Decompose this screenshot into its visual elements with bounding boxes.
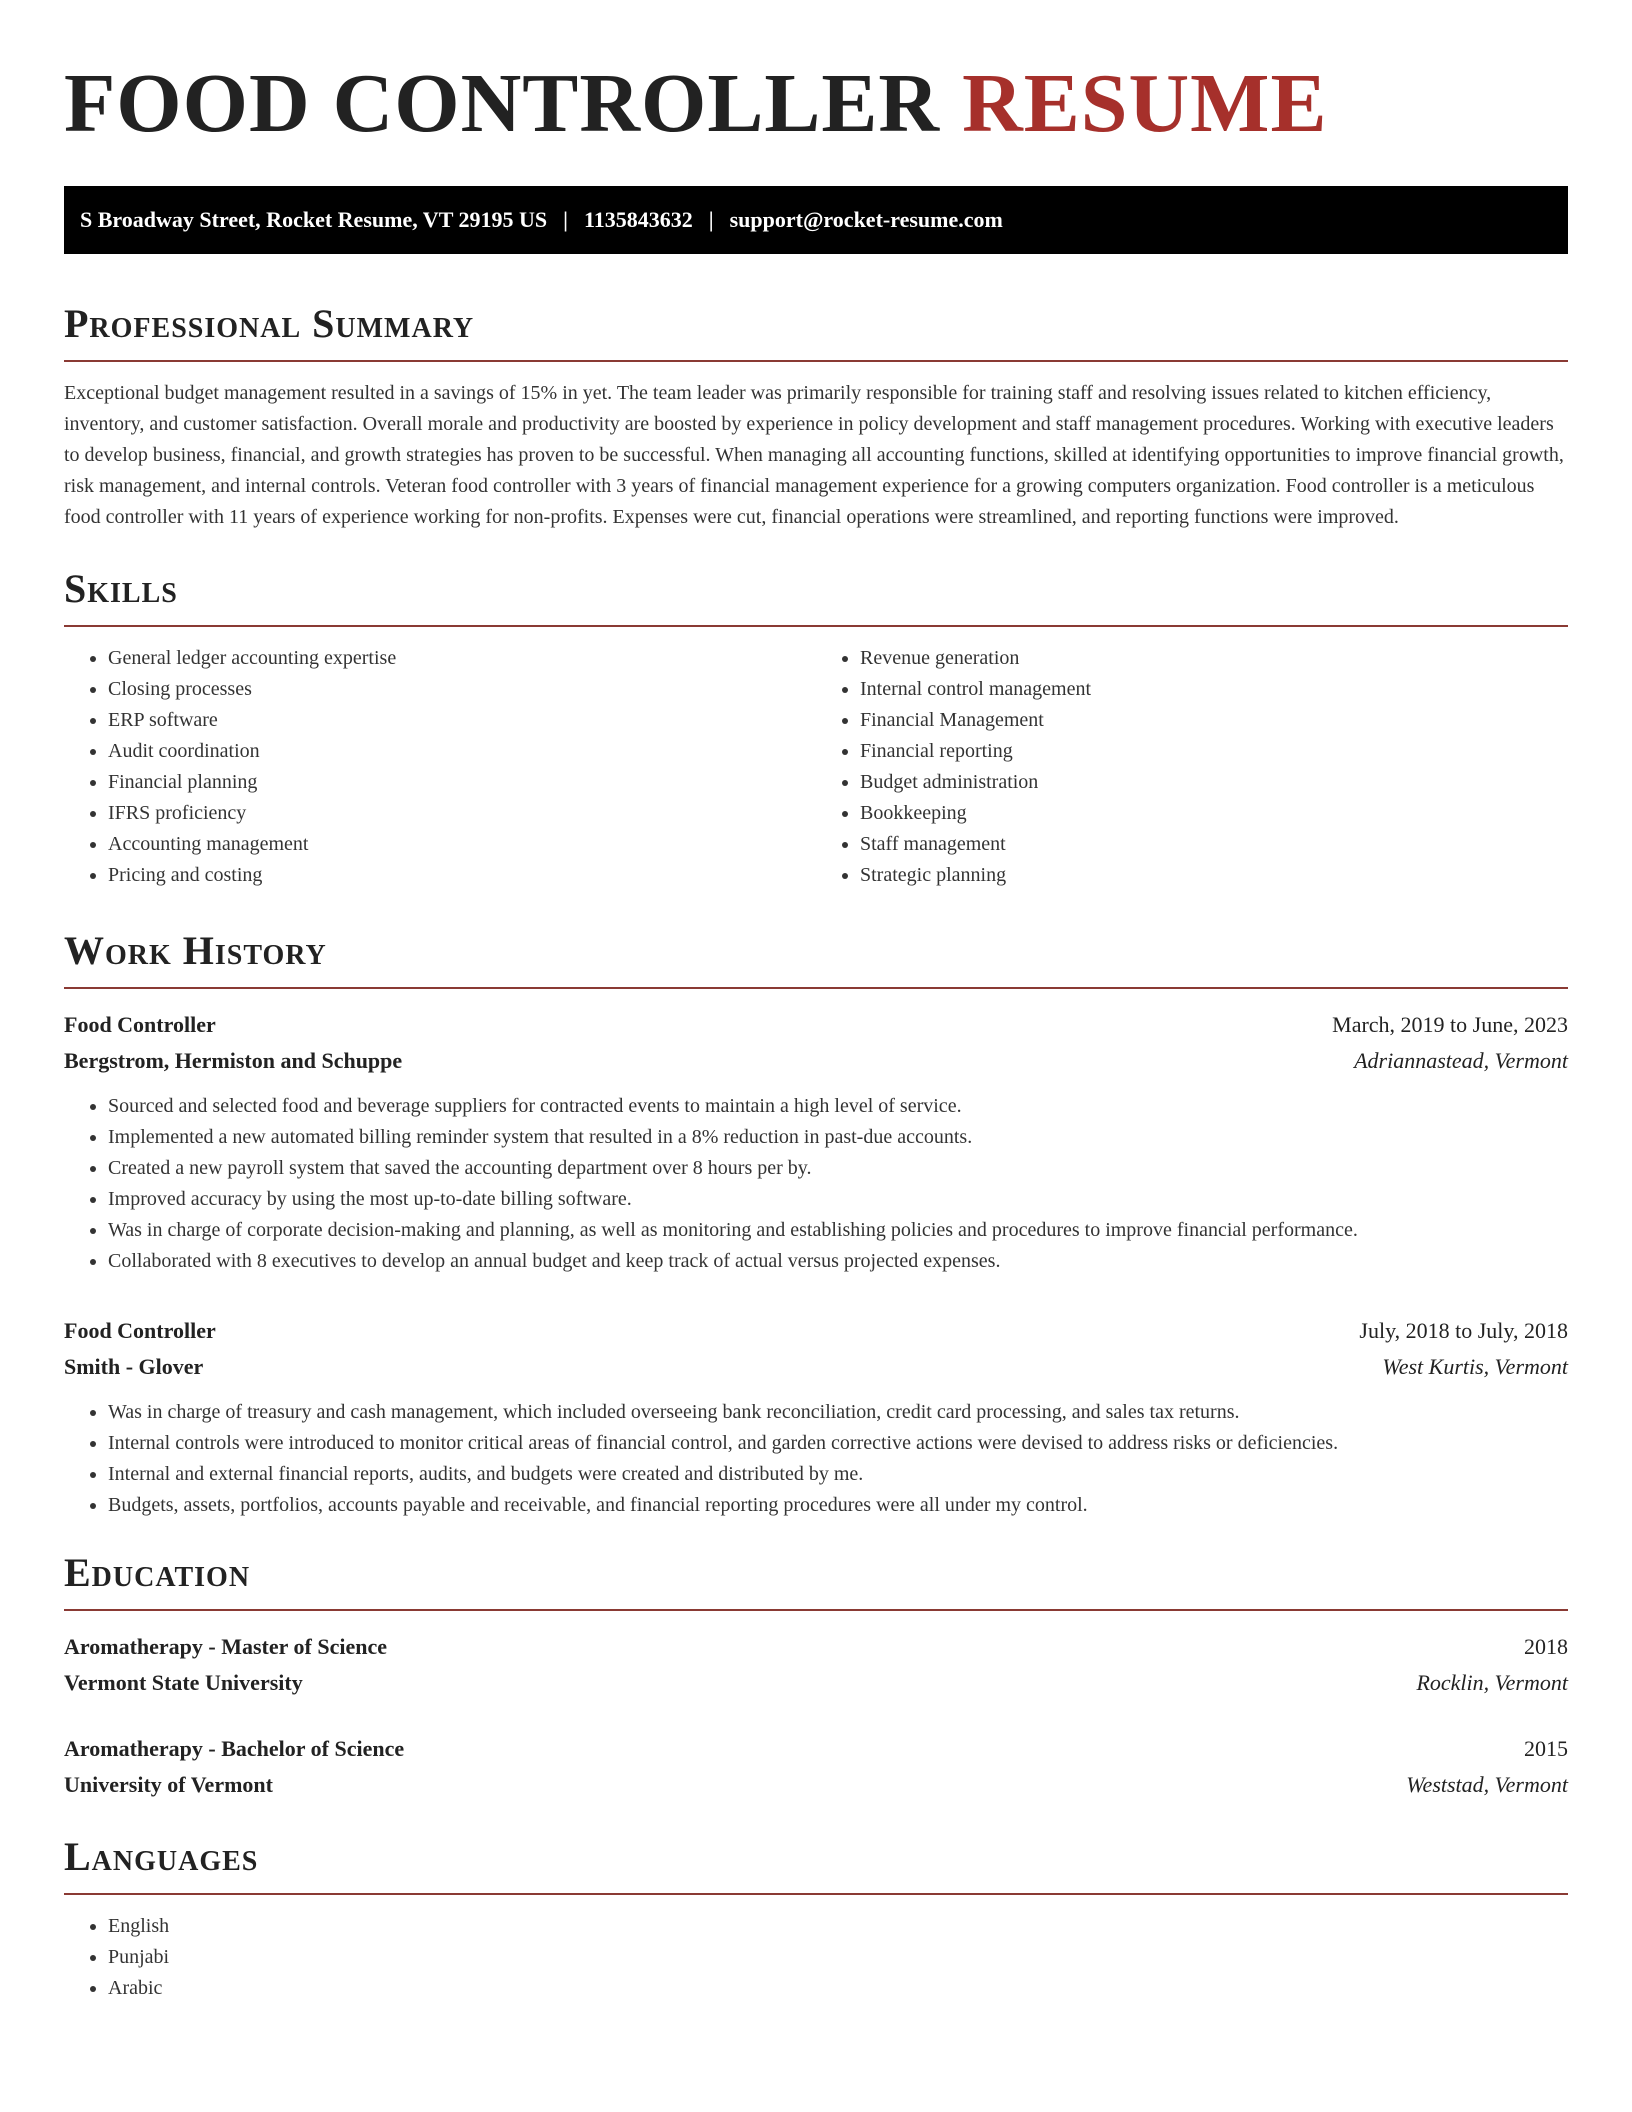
title-main: FOOD CONTROLLER [64, 57, 941, 150]
contact-separator: | [708, 207, 714, 232]
job-location: Adriannastead, Vermont [1354, 1048, 1568, 1073]
section-divider [64, 1609, 1568, 1611]
skill-item: • Financial planning [108, 767, 816, 798]
languages-section [64, 1833, 1568, 2004]
job-header-row [64, 1007, 1568, 1043]
job-dates: March, 2019 to June, 2023 [1332, 1012, 1568, 1037]
job-company: Bergstrom, Hermiston and Schuppe [64, 1048, 403, 1073]
skill-item: • Staff management [860, 829, 1568, 860]
job-bullet: • Budgets, assets, portfolios, accounts payable and receivable, and financial reporting procedures were all under my control. [108, 1490, 1568, 1521]
job-bullet: • Internal controls were introduced to monitor critical areas of financial control, and garden corrective actions were devised to address risks or deficiencies. [108, 1428, 1568, 1459]
section-divider [64, 625, 1568, 627]
professional-summary-section [64, 300, 1568, 533]
skill-item: • Accounting management [108, 829, 816, 860]
skill-item: • Bookkeeping [860, 798, 1568, 829]
education-entry [64, 1731, 1568, 1803]
skill-item: • General ledger accounting expertise [108, 643, 816, 674]
education-degree: Aromatherapy - Bachelor of Science [64, 1736, 405, 1761]
education-section [64, 1549, 1568, 1803]
education-location: Weststad, Vermont [1406, 1772, 1568, 1797]
job-entry [64, 1007, 1568, 1277]
language-item: • Punjabi [108, 1942, 1568, 1973]
skills-list-right [816, 643, 1568, 891]
education-school: Vermont State University [64, 1670, 303, 1695]
section-heading: Languages [64, 1834, 259, 1879]
language-item: • English [108, 1911, 1568, 1942]
skill-item: • IFRS proficiency [108, 798, 816, 829]
education-year: 2015 [1524, 1736, 1568, 1761]
contact-email: support@rocket-resume.com [729, 207, 1003, 232]
job-bullet: • Collaborated with 8 executives to develop an annual budget and keep track of actual versus projected expenses. [108, 1246, 1568, 1277]
skill-item: • Financial reporting [860, 736, 1568, 767]
section-heading: Skills [64, 566, 178, 611]
job-bullet: • Created a new payroll system that saved the accounting department over 8 hours per by. [108, 1153, 1568, 1184]
job-bullets [64, 1397, 1568, 1521]
section-heading: Education [64, 1550, 251, 1595]
job-bullet: • Internal and external financial reports, audits, and budgets were created and distributed by me. [108, 1459, 1568, 1490]
work-history-section [64, 927, 1568, 1521]
contact-bar [64, 186, 1568, 254]
languages-list [64, 1911, 1568, 2004]
education-location: Rocklin, Vermont [1416, 1670, 1568, 1695]
education-school-row [64, 1767, 1568, 1803]
education-degree-row [64, 1629, 1568, 1665]
skill-item: • Internal control management [860, 674, 1568, 705]
skills-columns [64, 643, 1568, 891]
skill-item: • Strategic planning [860, 860, 1568, 891]
contact-phone: 1135843632 [583, 207, 693, 232]
section-divider [64, 360, 1568, 362]
education-school: University of Vermont [64, 1772, 273, 1797]
job-bullet: • Implemented a new automated billing reminder system that resulted in a 8% reduction in past-due accounts. [108, 1122, 1568, 1153]
skill-item: • Budget administration [860, 767, 1568, 798]
education-school-row [64, 1665, 1568, 1701]
job-company: Smith - Glover [64, 1354, 204, 1379]
job-dates: July, 2018 to July, 2018 [1359, 1318, 1568, 1343]
contact-separator: | [563, 207, 568, 232]
education-degree-row [64, 1731, 1568, 1767]
section-heading: Professional Summary [64, 301, 475, 346]
job-title: Food Controller [64, 1012, 216, 1037]
job-bullet: • Improved accuracy by using the most up-to-date billing software. [108, 1184, 1568, 1215]
title-accent: RESUME [962, 57, 1328, 150]
section-divider [64, 987, 1568, 989]
job-company-row [64, 1349, 1568, 1385]
skills-section [64, 565, 1568, 891]
contact-address: S Broadway Street, Rocket Resume, VT 29195 US [80, 207, 548, 232]
skill-item: • Financial Management [860, 705, 1568, 736]
education-degree: Aromatherapy - Master of Science [64, 1634, 387, 1659]
job-bullet: • Was in charge of treasury and cash management, which included overseeing bank reconciliation, credit card processing, and sales tax returns. [108, 1397, 1568, 1428]
skills-list-left [64, 643, 816, 891]
resume-title [64, 56, 1568, 152]
job-company-row [64, 1043, 1568, 1079]
skill-item: • Audit coordination [108, 736, 816, 767]
job-header-row [64, 1313, 1568, 1349]
section-divider [64, 1893, 1568, 1895]
education-entry [64, 1629, 1568, 1701]
skill-item: • Closing processes [108, 674, 816, 705]
job-entry [64, 1313, 1568, 1521]
summary-text: Exceptional budget management resulted in a savings of 15% in yet. The team leader was primarily responsible for training staff and resolving issues related to kitchen efficiency, inventory, and customer satisfaction. Overall morale and productivity are boosted by experience in policy development and staff management procedures. Working with executive leaders to develop business, financial, and growth strategies has proven to be successful. When managing all accounting functions, skilled at identifying opportunities to improve financial growth, risk management, and internal controls. Veteran food controller with 3 years of financial management experience for a growing computers organization. Food controller is a meticulous food controller with 11 years of experience working for non-profits. Expenses were cut, financial operations were streamlined, and reporting functions were improved. [64, 382, 1564, 528]
job-bullet: • Was in charge of corporate decision-making and planning, as well as monitoring and establishing policies and procedures to improve financial performance. [108, 1215, 1568, 1246]
skill-item: • Revenue generation [860, 643, 1568, 674]
section-heading: Work History [64, 928, 327, 973]
job-title: Food Controller [64, 1318, 216, 1343]
job-location: West Kurtis, Vermont [1382, 1354, 1568, 1379]
job-bullets [64, 1091, 1568, 1277]
education-year: 2018 [1524, 1634, 1568, 1659]
language-item: • Arabic [108, 1973, 1568, 2004]
skill-item: • ERP software [108, 705, 816, 736]
job-bullet: • Sourced and selected food and beverage suppliers for contracted events to maintain a high level of service. [108, 1091, 1568, 1122]
skill-item: • Pricing and costing [108, 860, 816, 891]
